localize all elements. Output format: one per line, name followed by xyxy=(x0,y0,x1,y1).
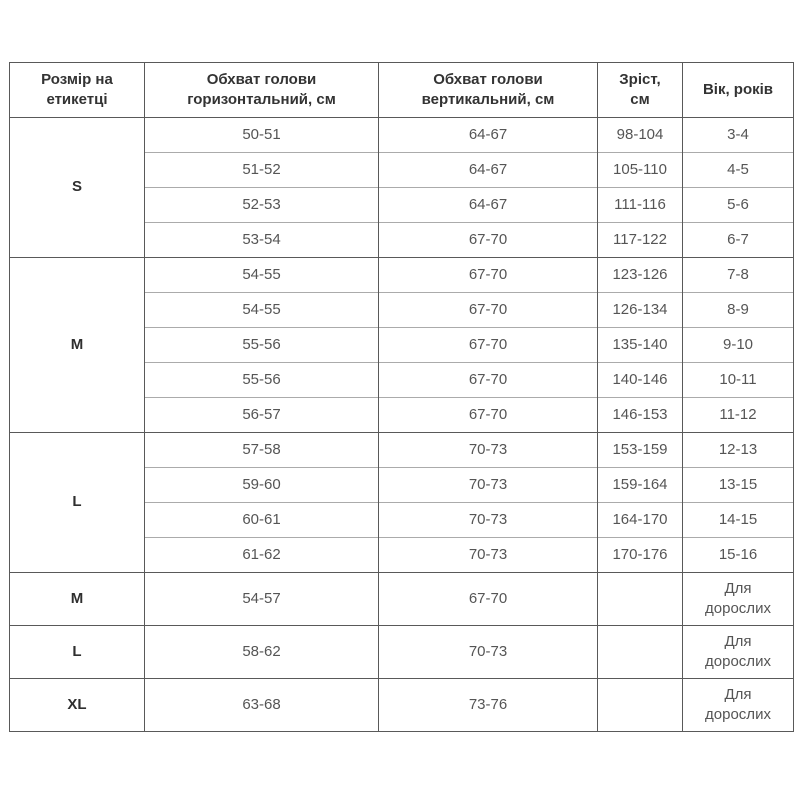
value-cell: 67-70 xyxy=(379,328,598,363)
header-circumference-horizontal: Обхват голови горизонтальний, см xyxy=(145,63,379,118)
header-circumference-vertical: Обхват голови вертикальний, см xyxy=(379,63,598,118)
value-cell: 3-4 xyxy=(683,118,794,153)
value-cell: 54-55 xyxy=(145,258,379,293)
value-cell xyxy=(598,679,683,732)
value-cell: 67-70 xyxy=(379,258,598,293)
age-cell: Для дорослих xyxy=(683,573,794,626)
value-cell: 164-170 xyxy=(598,503,683,538)
value-cell: 159-164 xyxy=(598,468,683,503)
value-cell: 126-134 xyxy=(598,293,683,328)
value-cell: 9-10 xyxy=(683,328,794,363)
value-cell: 105-110 xyxy=(598,153,683,188)
value-cell: 8-9 xyxy=(683,293,794,328)
table-row-adult xyxy=(10,573,794,626)
header-size-label: Розмір на етикетці xyxy=(10,63,145,118)
header-height: Зріст, см xyxy=(598,63,683,118)
size-cell: M xyxy=(10,258,145,433)
value-cell: 70-73 xyxy=(379,468,598,503)
value-cell: 67-70 xyxy=(379,223,598,258)
header-age: Вік, років xyxy=(683,63,794,118)
value-cell: 60-61 xyxy=(145,503,379,538)
value-cell: 55-56 xyxy=(145,328,379,363)
value-cell xyxy=(598,573,683,626)
value-cell: 111-116 xyxy=(598,188,683,223)
value-cell: 70-73 xyxy=(379,503,598,538)
value-cell: 117-122 xyxy=(598,223,683,258)
value-cell: 13-15 xyxy=(683,468,794,503)
value-cell: 70-73 xyxy=(379,626,598,679)
value-cell xyxy=(598,626,683,679)
value-cell: 7-8 xyxy=(683,258,794,293)
value-cell: 6-7 xyxy=(683,223,794,258)
value-cell: 50-51 xyxy=(145,118,379,153)
value-cell: 61-62 xyxy=(145,538,379,573)
size-chart-header xyxy=(10,63,794,118)
value-cell: 57-58 xyxy=(145,433,379,468)
value-cell: 11-12 xyxy=(683,398,794,433)
value-cell: 135-140 xyxy=(598,328,683,363)
table-row xyxy=(10,433,794,468)
value-cell: 14-15 xyxy=(683,503,794,538)
size-chart-container xyxy=(9,62,794,732)
value-cell: 170-176 xyxy=(598,538,683,573)
value-cell: 123-126 xyxy=(598,258,683,293)
header-row xyxy=(10,63,794,118)
value-cell: 70-73 xyxy=(379,433,598,468)
value-cell: 98-104 xyxy=(598,118,683,153)
value-cell: 153-159 xyxy=(598,433,683,468)
size-cell: M xyxy=(10,573,145,626)
size-cell: L xyxy=(10,626,145,679)
value-cell: 53-54 xyxy=(145,223,379,258)
value-cell: 67-70 xyxy=(379,573,598,626)
table-row xyxy=(10,118,794,153)
value-cell: 67-70 xyxy=(379,293,598,328)
value-cell: 52-53 xyxy=(145,188,379,223)
size-cell: L xyxy=(10,433,145,573)
value-cell: 64-67 xyxy=(379,153,598,188)
value-cell: 67-70 xyxy=(379,363,598,398)
value-cell: 51-52 xyxy=(145,153,379,188)
age-cell: Для дорослих xyxy=(683,679,794,732)
size-cell: XL xyxy=(10,679,145,732)
table-row-adult xyxy=(10,679,794,732)
table-row xyxy=(10,258,794,293)
table-row-adult xyxy=(10,626,794,679)
size-chart-body xyxy=(10,118,794,732)
size-cell: S xyxy=(10,118,145,258)
value-cell: 146-153 xyxy=(598,398,683,433)
value-cell: 140-146 xyxy=(598,363,683,398)
value-cell: 56-57 xyxy=(145,398,379,433)
value-cell: 10-11 xyxy=(683,363,794,398)
value-cell: 15-16 xyxy=(683,538,794,573)
value-cell: 58-62 xyxy=(145,626,379,679)
value-cell: 4-5 xyxy=(683,153,794,188)
value-cell: 5-6 xyxy=(683,188,794,223)
size-chart-table xyxy=(9,62,794,732)
value-cell: 64-67 xyxy=(379,188,598,223)
age-cell: Для дорослих xyxy=(683,626,794,679)
value-cell: 59-60 xyxy=(145,468,379,503)
value-cell: 63-68 xyxy=(145,679,379,732)
value-cell: 55-56 xyxy=(145,363,379,398)
value-cell: 70-73 xyxy=(379,538,598,573)
value-cell: 12-13 xyxy=(683,433,794,468)
value-cell: 54-55 xyxy=(145,293,379,328)
value-cell: 67-70 xyxy=(379,398,598,433)
value-cell: 64-67 xyxy=(379,118,598,153)
value-cell: 54-57 xyxy=(145,573,379,626)
value-cell: 73-76 xyxy=(379,679,598,732)
